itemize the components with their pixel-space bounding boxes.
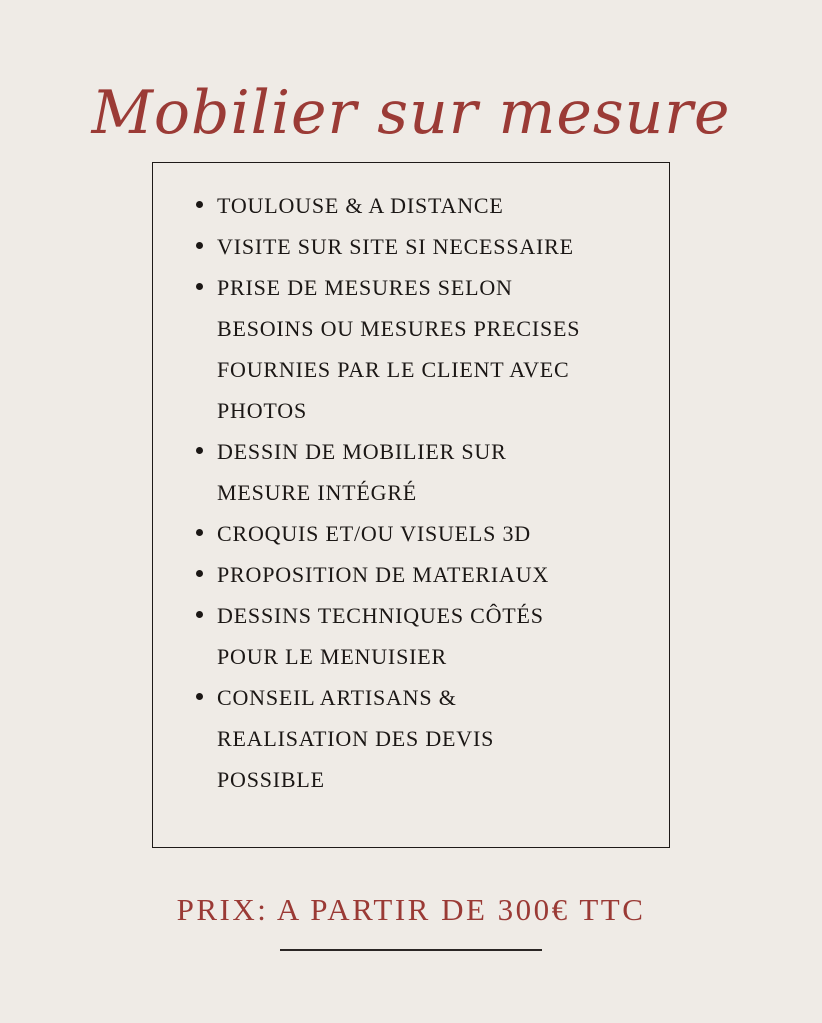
list-item-text: POSSIBLE [217,767,325,792]
list-item-text: DESSIN DE MOBILIER SUR [217,439,507,464]
list-item-text: VISITE SUR SITE SI NECESSAIRE [217,234,574,259]
list-item [193,554,580,595]
list-item [193,595,580,677]
list-item [193,677,580,800]
list-item-text: PRISE DE MESURES SELON [217,275,513,300]
list-item-text: FOURNIES PAR LE CLIENT AVEC [217,357,570,382]
list-item-text: CROQUIS ET/OU VISUELS 3D [217,521,531,546]
services-list [193,185,580,800]
list-item [193,267,580,431]
list-item-text: TOULOUSE & A DISTANCE [217,193,504,218]
list-item-text: DESSINS TECHNIQUES CÔTÉS [217,603,544,628]
list-item [193,513,580,554]
list-item-text: POUR LE MENUISIER [217,644,447,669]
list-item [193,431,580,513]
page-title: Mobilier sur mesure [91,78,731,149]
services-box [152,162,670,848]
list-item-text: PROPOSITION DE MATERIAUX [217,562,550,587]
list-item-text: BESOINS OU MESURES PRECISES [217,316,581,341]
price-text: PRIX: A PARTIR DE 300€ TTC [176,892,646,927]
list-item [193,185,580,226]
divider [280,949,542,951]
list-item-text: REALISATION DES DEVIS [217,726,495,751]
list-item-text: MESURE INTÉGRÉ [217,480,418,505]
list-item-text: PHOTOS [217,398,307,423]
list-item [193,226,580,267]
list-item-text: CONSEIL ARTISANS & [217,685,457,710]
